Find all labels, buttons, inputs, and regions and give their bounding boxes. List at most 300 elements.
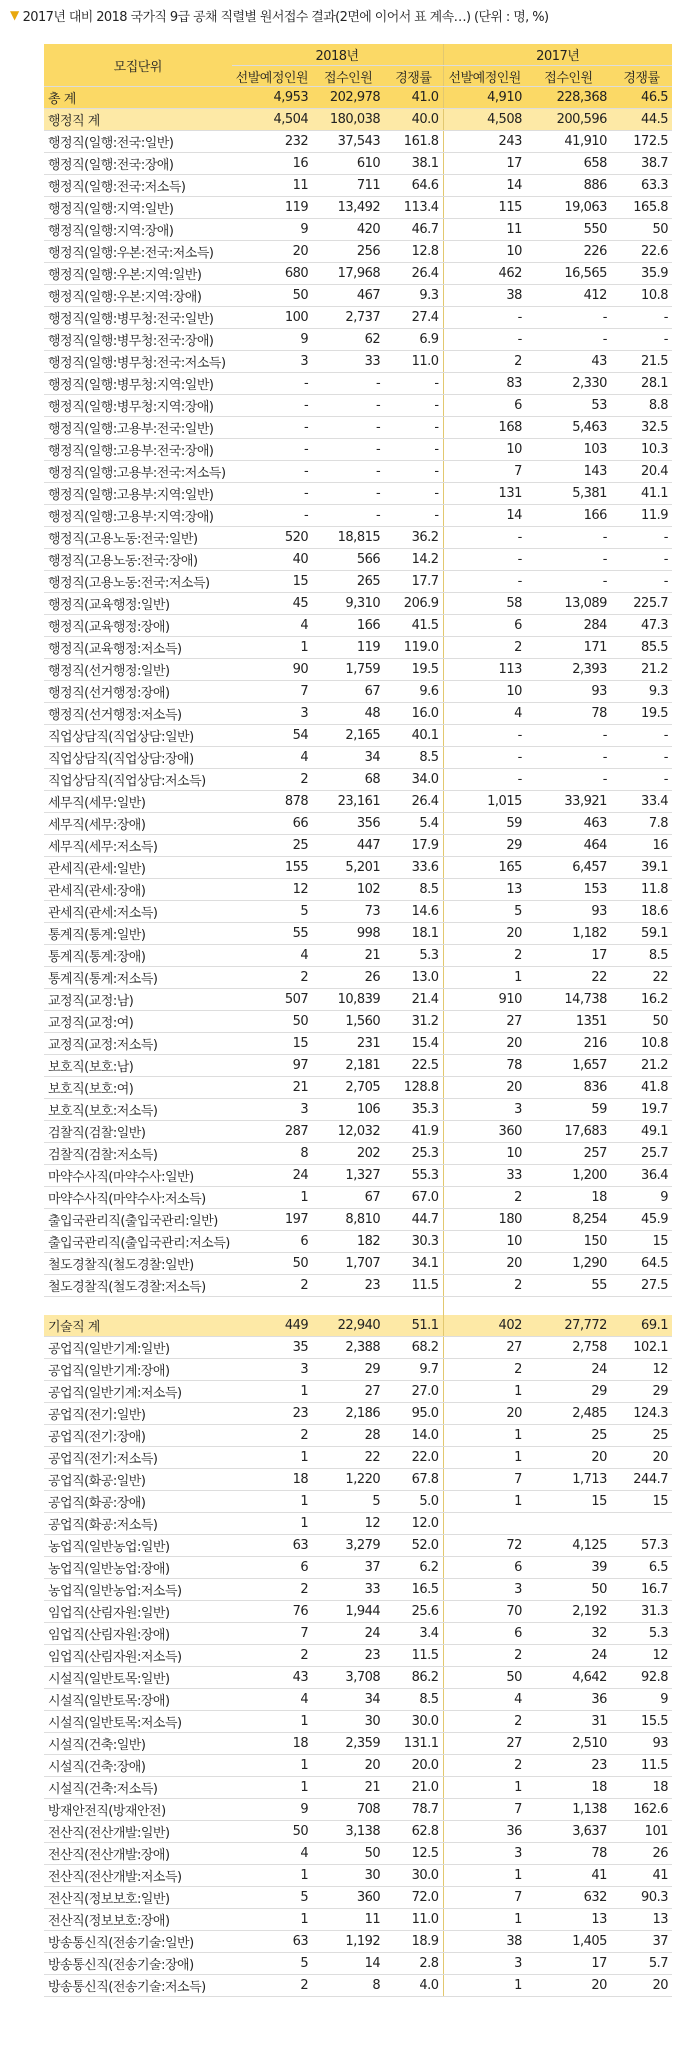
- row-value: 166: [312, 615, 384, 637]
- row-value: 66: [232, 813, 313, 835]
- row-value: 1: [232, 637, 313, 659]
- table-row: [44, 241, 672, 263]
- row-label: 통계직(통계:장애): [44, 945, 232, 967]
- row-value: 21: [312, 945, 384, 967]
- table-row: [44, 153, 672, 175]
- row-value: 18: [232, 1733, 313, 1755]
- row-value: 19.5: [384, 659, 443, 681]
- row-value: 150: [526, 1231, 611, 1253]
- row-value: 463: [526, 813, 611, 835]
- row-value: 21.0: [384, 1777, 443, 1799]
- row-value: 4,504: [232, 109, 313, 131]
- table-row: [44, 1799, 672, 1821]
- row-value: 18: [611, 1777, 672, 1799]
- row-label: 행정직(일행:우본:지역:일반): [44, 263, 232, 285]
- row-value: 6.9: [384, 329, 443, 351]
- table-row: [44, 1843, 672, 1865]
- row-value: 886: [526, 175, 611, 197]
- row-value: 21.4: [384, 989, 443, 1011]
- recruitment-results-table: [44, 44, 672, 1997]
- row-value: 3,138: [312, 1821, 384, 1843]
- row-value: 15.5: [611, 1711, 672, 1733]
- row-value: 44.5: [611, 109, 672, 131]
- row-value: 12: [232, 879, 313, 901]
- row-value: -: [312, 483, 384, 505]
- table-row: [44, 1491, 672, 1513]
- table-row: [44, 1275, 672, 1297]
- row-label: 세무직(세무:저소득): [44, 835, 232, 857]
- row-value: 37: [611, 1931, 672, 1953]
- row-value: 50: [232, 285, 313, 307]
- row-label: 행정직(일행:전국:저소득): [44, 175, 232, 197]
- row-value: 1: [232, 1755, 313, 1777]
- row-value: 20: [443, 1077, 526, 1099]
- row-label: 행정직(일행:지역:장애): [44, 219, 232, 241]
- row-value: 610: [312, 153, 384, 175]
- row-value: 3: [443, 1843, 526, 1865]
- row-value: 1: [232, 1909, 313, 1931]
- table-row: [44, 791, 672, 813]
- row-label: 행정직(선거행정:저소득): [44, 703, 232, 725]
- row-value: 1: [443, 967, 526, 989]
- row-label: 행정직(일행:고용부:지역:장애): [44, 505, 232, 527]
- row-label: 보호직(보호:저소득): [44, 1099, 232, 1121]
- row-label: 방송통신직(전송기술:일반): [44, 1931, 232, 1953]
- row-value: 15: [232, 1033, 313, 1055]
- row-value: 27: [443, 1733, 526, 1755]
- row-value: 20: [611, 1975, 672, 1997]
- row-label: 시설직(건축:저소득): [44, 1777, 232, 1799]
- row-value: 231: [312, 1033, 384, 1055]
- row-value: 2: [443, 1711, 526, 1733]
- row-value: 9.6: [384, 681, 443, 703]
- table-row: [44, 1359, 672, 1381]
- table-row: [44, 945, 672, 967]
- row-value: 6.2: [384, 1557, 443, 1579]
- table-row: [44, 505, 672, 527]
- row-value: 153: [526, 879, 611, 901]
- row-value: 27.5: [611, 1275, 672, 1297]
- row-label: 행정직(고용노동:전국:저소득): [44, 571, 232, 593]
- row-value: 50: [232, 1821, 313, 1843]
- header-row-years: [44, 44, 672, 66]
- row-value: 17.7: [384, 571, 443, 593]
- table-row: [44, 879, 672, 901]
- row-value: 10: [443, 681, 526, 703]
- table-row: [44, 615, 672, 637]
- row-label: 행정직(일행:전국:일반): [44, 131, 232, 153]
- table-row: [44, 1099, 672, 1121]
- row-value: 11: [232, 175, 313, 197]
- row-value: 2: [232, 769, 313, 791]
- row-label: 행정직(일행:병무청:전국:저소득): [44, 351, 232, 373]
- row-value: 32: [526, 1623, 611, 1645]
- row-value: 22.0: [384, 1447, 443, 1469]
- row-value: 256: [312, 241, 384, 263]
- row-value: 14: [443, 505, 526, 527]
- row-value: 1: [232, 1865, 313, 1887]
- row-value: 2: [443, 637, 526, 659]
- row-value: 29: [611, 1381, 672, 1403]
- row-label: 행정직(일행:고용부:전국:장애): [44, 439, 232, 461]
- row-value: 39: [526, 1557, 611, 1579]
- row-label: 행정직(일행:고용부:전국:저소득): [44, 461, 232, 483]
- row-value: 2,388: [312, 1337, 384, 1359]
- table-row: [44, 571, 672, 593]
- row-value: 4: [232, 1843, 313, 1865]
- row-value: 101: [611, 1821, 672, 1843]
- table-row: [44, 527, 672, 549]
- row-value: 711: [312, 175, 384, 197]
- table-row: [44, 637, 672, 659]
- row-value: 18: [526, 1187, 611, 1209]
- row-value: 35.3: [384, 1099, 443, 1121]
- row-value: -: [232, 439, 313, 461]
- row-value: 243: [443, 131, 526, 153]
- row-value: 2,485: [526, 1403, 611, 1425]
- row-value: -: [232, 505, 313, 527]
- row-label: 시설직(건축:장애): [44, 1755, 232, 1777]
- row-label: 시설직(일반토목:일반): [44, 1667, 232, 1689]
- row-value: 8.8: [611, 395, 672, 417]
- row-value: 8.5: [384, 747, 443, 769]
- row-value: 17,683: [526, 1121, 611, 1143]
- row-value: 39.1: [611, 857, 672, 879]
- row-value: 360: [443, 1121, 526, 1143]
- row-value: 3: [443, 1953, 526, 1975]
- row-value: 244.7: [611, 1469, 672, 1491]
- row-value: 200,596: [526, 109, 611, 131]
- row-value: 28.1: [611, 373, 672, 395]
- row-value: 16: [611, 835, 672, 857]
- row-value: 55: [232, 923, 313, 945]
- row-label: 직업상담직(직업상담:저소득): [44, 769, 232, 791]
- row-value: 55: [526, 1275, 611, 1297]
- row-value: 15: [611, 1491, 672, 1513]
- row-value: 3: [232, 351, 313, 373]
- row-value: -: [611, 571, 672, 593]
- row-value: 412: [526, 285, 611, 307]
- row-value: 464: [526, 835, 611, 857]
- table-row: [44, 329, 672, 351]
- row-value: 23,161: [312, 791, 384, 813]
- row-value: 22: [611, 967, 672, 989]
- row-label: 전산직(전산개발:장애): [44, 1843, 232, 1865]
- row-value: 67.8: [384, 1469, 443, 1491]
- row-label: 행정직(교육행정:일반): [44, 593, 232, 615]
- row-value: 1: [232, 1513, 313, 1535]
- row-value: 15.4: [384, 1033, 443, 1055]
- row-label: 임업직(산림자원:저소득): [44, 1645, 232, 1667]
- row-value: 2: [232, 1645, 313, 1667]
- row-label: 시설직(일반토목:저소득): [44, 1711, 232, 1733]
- row-value: 5: [443, 901, 526, 923]
- row-value: 7: [443, 1469, 526, 1491]
- row-value: -: [312, 395, 384, 417]
- row-value: 6: [443, 395, 526, 417]
- row-value: 6: [443, 1623, 526, 1645]
- row-value: 1: [443, 1491, 526, 1513]
- row-value: 232: [232, 131, 313, 153]
- row-value: 17: [443, 153, 526, 175]
- row-value: 15: [526, 1491, 611, 1513]
- row-value: 113: [443, 659, 526, 681]
- row-value: 36: [443, 1821, 526, 1843]
- row-value: 20: [312, 1755, 384, 1777]
- table-row: [44, 1425, 672, 1447]
- row-value: 20.0: [384, 1755, 443, 1777]
- row-value: 28: [312, 1425, 384, 1447]
- row-value: 32.5: [611, 417, 672, 439]
- row-value: 95.0: [384, 1403, 443, 1425]
- row-value: 4,910: [443, 87, 526, 109]
- table-row: [44, 395, 672, 417]
- row-value: 76: [232, 1601, 313, 1623]
- row-value: 171: [526, 637, 611, 659]
- row-label: 총 계: [44, 87, 232, 109]
- row-value: 59: [526, 1099, 611, 1121]
- table-row: [44, 703, 672, 725]
- header-sub: 경쟁률: [611, 66, 672, 87]
- header-sub: 접수인원: [526, 66, 611, 87]
- row-value: [611, 1513, 672, 1535]
- row-value: 5.3: [611, 1623, 672, 1645]
- row-value: 63.3: [611, 175, 672, 197]
- row-value: 37,543: [312, 131, 384, 153]
- row-value: 22,940: [312, 1315, 384, 1337]
- row-value: 9.7: [384, 1359, 443, 1381]
- row-value: 45: [232, 593, 313, 615]
- row-value: 11.5: [384, 1645, 443, 1667]
- row-value: 10: [443, 1231, 526, 1253]
- row-value: 287: [232, 1121, 313, 1143]
- row-label: 공업직(화공:저소득): [44, 1513, 232, 1535]
- table-row: [44, 835, 672, 857]
- row-value: 92.8: [611, 1667, 672, 1689]
- table-row: [44, 857, 672, 879]
- row-value: 25: [526, 1425, 611, 1447]
- row-value: 2,330: [526, 373, 611, 395]
- row-value: 27.0: [384, 1381, 443, 1403]
- row-value: 15: [232, 571, 313, 593]
- row-value: -: [443, 747, 526, 769]
- row-value: 8.5: [611, 945, 672, 967]
- row-value: 22.5: [384, 1055, 443, 1077]
- table-row: [44, 417, 672, 439]
- row-value: 4,953: [232, 87, 313, 109]
- row-value: 4: [232, 747, 313, 769]
- table-row: [44, 1689, 672, 1711]
- row-value: 29: [443, 835, 526, 857]
- row-value: 6: [443, 615, 526, 637]
- row-value: 54: [232, 725, 313, 747]
- row-value: [526, 1297, 611, 1316]
- row-value: 4,642: [526, 1667, 611, 1689]
- table-row: [44, 263, 672, 285]
- row-value: 2,737: [312, 307, 384, 329]
- table-row: [44, 1821, 672, 1843]
- row-label: 행정직(고용노동:전국:장애): [44, 549, 232, 571]
- row-value: 15: [611, 1231, 672, 1253]
- row-value: 13,089: [526, 593, 611, 615]
- row-value: 13: [526, 1909, 611, 1931]
- row-value: -: [526, 527, 611, 549]
- row-value: 13: [443, 879, 526, 901]
- table-row: [44, 1733, 672, 1755]
- row-value: 11.9: [611, 505, 672, 527]
- table-body: [44, 87, 672, 1997]
- row-value: 8,810: [312, 1209, 384, 1231]
- row-value: 9: [611, 1689, 672, 1711]
- row-value: 24: [312, 1623, 384, 1645]
- row-value: 1,713: [526, 1469, 611, 1491]
- row-value: 8.5: [384, 1689, 443, 1711]
- table-row: [44, 1513, 672, 1535]
- row-value: 67: [312, 1187, 384, 1209]
- row-label: 공업직(화공:일반): [44, 1469, 232, 1491]
- row-value: 29: [526, 1381, 611, 1403]
- row-value: 1,138: [526, 1799, 611, 1821]
- row-label: 행정직(선거행정:일반): [44, 659, 232, 681]
- row-value: 7: [232, 1623, 313, 1645]
- row-value: 3: [443, 1099, 526, 1121]
- row-value: 34: [312, 747, 384, 769]
- row-value: 57.3: [611, 1535, 672, 1557]
- row-value: 6: [232, 1231, 313, 1253]
- row-value: 36.2: [384, 527, 443, 549]
- row-label: 관세직(관세:저소득): [44, 901, 232, 923]
- row-label: 마약수사직(마약수사:저소득): [44, 1187, 232, 1209]
- table-row: [44, 307, 672, 329]
- table-row: [44, 1055, 672, 1077]
- row-value: -: [611, 329, 672, 351]
- row-label: 행정직 계: [44, 109, 232, 131]
- row-value: 85.5: [611, 637, 672, 659]
- row-value: 9: [232, 219, 313, 241]
- row-value: 93: [526, 901, 611, 923]
- row-value: 5.3: [384, 945, 443, 967]
- table-row: [44, 1777, 672, 1799]
- row-value: 1,759: [312, 659, 384, 681]
- row-label: 철도경찰직(철도경찰:일반): [44, 1253, 232, 1275]
- row-value: 68: [312, 769, 384, 791]
- row-value: 21.5: [611, 351, 672, 373]
- row-value: 21: [312, 1777, 384, 1799]
- row-value: -: [232, 483, 313, 505]
- row-value: 45.9: [611, 1209, 672, 1231]
- row-value: 50: [611, 219, 672, 241]
- table-row: [44, 461, 672, 483]
- row-value: 83: [443, 373, 526, 395]
- row-label: 검찰직(검찰:일반): [44, 1121, 232, 1143]
- row-label: 공업직(화공:장애): [44, 1491, 232, 1513]
- row-value: 106: [312, 1099, 384, 1121]
- row-value: 30.0: [384, 1865, 443, 1887]
- row-label: 통계직(통계:저소득): [44, 967, 232, 989]
- row-value: 566: [312, 549, 384, 571]
- row-value: 8: [312, 1975, 384, 1997]
- row-label: 철도경찰직(철도경찰:저소득): [44, 1275, 232, 1297]
- row-value: 38.7: [611, 153, 672, 175]
- row-value: 35: [232, 1337, 313, 1359]
- header-unit: 모집단위: [44, 44, 232, 87]
- row-value: 225.7: [611, 593, 672, 615]
- row-value: 402: [443, 1315, 526, 1337]
- row-label: 공업직(전기:일반): [44, 1403, 232, 1425]
- row-value: 37: [312, 1557, 384, 1579]
- row-value: 12,032: [312, 1121, 384, 1143]
- table-row: [44, 1711, 672, 1733]
- header-year-2018: 2018년: [232, 44, 444, 66]
- row-value: 2,181: [312, 1055, 384, 1077]
- row-value: 1,220: [312, 1469, 384, 1491]
- row-value: 4: [443, 703, 526, 725]
- triangle-down-icon: ▼: [10, 8, 19, 22]
- row-value: 161.8: [384, 131, 443, 153]
- row-label: 행정직(일행:우본:지역:장애): [44, 285, 232, 307]
- row-value: 1: [232, 1447, 313, 1469]
- row-value: 1: [232, 1711, 313, 1733]
- row-label: 행정직(일행:전국:장애): [44, 153, 232, 175]
- row-value: 17: [526, 1953, 611, 1975]
- row-value: [526, 1513, 611, 1535]
- row-value: 1: [443, 1447, 526, 1469]
- row-value: 878: [232, 791, 313, 813]
- row-value: 119: [312, 637, 384, 659]
- row-value: 11.5: [384, 1275, 443, 1297]
- row-value: 4: [232, 945, 313, 967]
- row-value: 41.8: [611, 1077, 672, 1099]
- row-value: 1: [232, 1381, 313, 1403]
- row-value: 3.4: [384, 1623, 443, 1645]
- row-label: 전산직(정보보호:장애): [44, 1909, 232, 1931]
- row-label: 교정직(교정:저소득): [44, 1033, 232, 1055]
- row-value: -: [611, 725, 672, 747]
- row-value: 16.7: [611, 1579, 672, 1601]
- row-value: 11.0: [384, 351, 443, 373]
- row-value: 34.0: [384, 769, 443, 791]
- row-value: 12.5: [384, 1843, 443, 1865]
- row-label: 행정직(일행:지역:일반): [44, 197, 232, 219]
- row-value: 1,015: [443, 791, 526, 813]
- row-value: 13,492: [312, 197, 384, 219]
- table-row: [44, 1931, 672, 1953]
- row-value: 1: [232, 1187, 313, 1209]
- row-value: 3: [232, 703, 313, 725]
- row-value: 2: [232, 1975, 313, 1997]
- row-value: -: [443, 329, 526, 351]
- row-value: -: [526, 769, 611, 791]
- table-row: [44, 1187, 672, 1209]
- row-value: 35.9: [611, 263, 672, 285]
- row-value: 1,707: [312, 1253, 384, 1275]
- row-value: 40.0: [384, 109, 443, 131]
- row-value: 128.8: [384, 1077, 443, 1099]
- row-value: 284: [526, 615, 611, 637]
- row-value: 40: [232, 549, 313, 571]
- row-value: 58: [443, 593, 526, 615]
- row-value: 63: [232, 1931, 313, 1953]
- row-value: 7.8: [611, 813, 672, 835]
- row-value: 33: [312, 351, 384, 373]
- row-label: 기술직 계: [44, 1315, 232, 1337]
- row-value: 29: [312, 1359, 384, 1381]
- row-value: 72.0: [384, 1887, 443, 1909]
- row-value: 93: [611, 1733, 672, 1755]
- row-value: 18: [526, 1777, 611, 1799]
- row-value: 55.3: [384, 1165, 443, 1187]
- row-value: 14: [443, 175, 526, 197]
